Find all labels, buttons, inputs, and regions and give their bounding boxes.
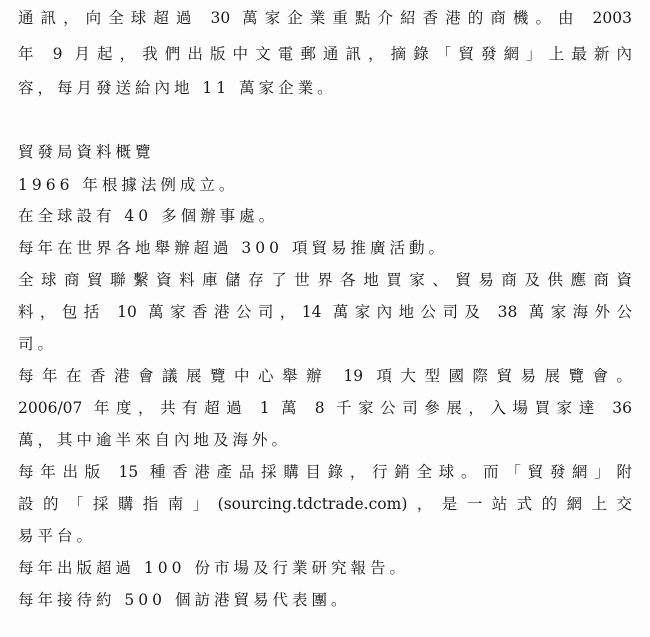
intro-line-3: 容，每月發送給內地 11 萬家企業。 [18, 79, 337, 97]
fact-line-12: 易平台。 [18, 527, 97, 545]
fact-line-9: 萬，其中逾半來自內地及海外。 [18, 431, 292, 449]
fact-line-14: 每年接待約 500 個訪港貿易代表團。 [18, 591, 351, 609]
fact-line-13: 每年出版超過 100 份市場及行業研究報告。 [18, 559, 409, 577]
fact-line-10: 每年出版 15 種香港產品採購目錄，行銷全球。而「貿發網」附 [18, 463, 632, 481]
intro-line-2: 年 9 月起，我們出版中文電郵通訊，摘錄「貿發網」上最新內 [18, 45, 632, 63]
fact-line-8: 2006/07 年度，共有超過 1 萬 8 千家公司參展，入場買家達 36 [18, 399, 632, 417]
fact-line-2: 在全球設有 40 多個辦事處。 [18, 207, 279, 225]
fact-line-3: 每年在世界各地舉辦超過 300 項貿易推廣活動。 [18, 239, 448, 257]
fact-line-11: 設的「採購指南」(sourcing.tdctrade.com)，是一站式的網上交 [18, 495, 632, 513]
intro-line-1: 通訊，向全球超過 30 萬家企業重點介紹香港的商機。由 2003 [18, 9, 632, 27]
fact-line-6: 司。 [18, 335, 58, 353]
fact-line-7: 每年在香港會議展覽中心舉辦 19 項大型國際貿易展覽會。 [18, 367, 632, 385]
fact-line-4: 全球商貿聯繫資料庫儲存了世界各地買家、貿易商及供應商資 [18, 271, 632, 289]
fact-line-5: 料，包括 10 萬家香港公司，14 萬家內地公司及 38 萬家海外公 [18, 303, 632, 321]
fact-line-1: 1966 年根據法例成立。 [18, 176, 239, 194]
section-title: 貿發局資料概覽 [18, 143, 155, 161]
